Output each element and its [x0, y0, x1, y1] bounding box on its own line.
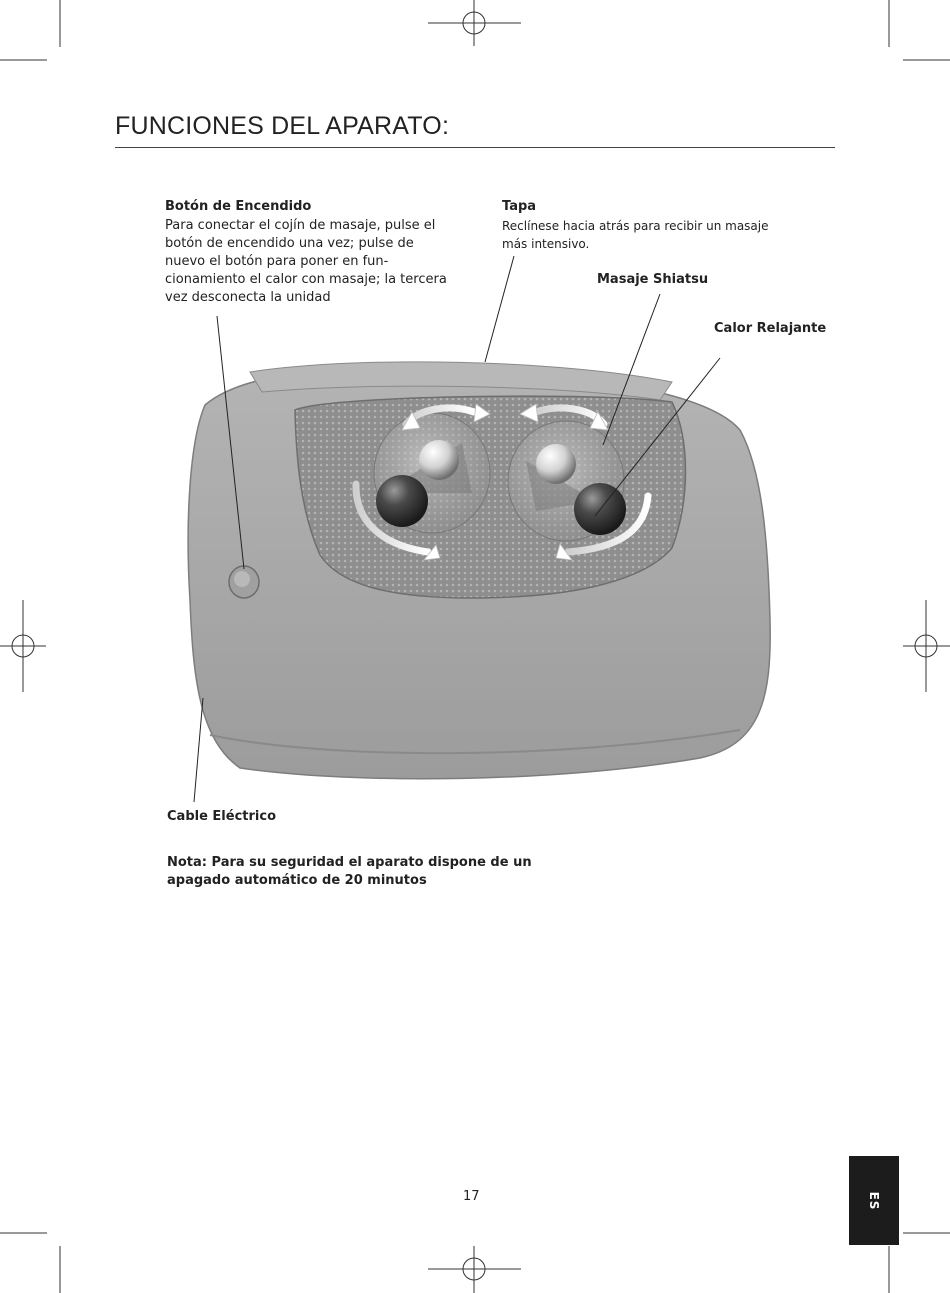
left-massage-node — [374, 413, 490, 533]
description-line: más intensivo. — [502, 237, 590, 251]
safety-note — [167, 854, 547, 890]
language-tab — [849, 1156, 899, 1245]
power-button-label: Botón de Encendido — [165, 199, 312, 214]
cover-label: Tapa — [502, 199, 537, 214]
page-title: FUNCIONES DEL APARATO: — [115, 112, 450, 140]
description-line: Reclínese hacia atrás para recibir un masaje — [502, 219, 769, 233]
note-line: Nota: Para su seguridad el aparato dispone de un — [167, 855, 532, 870]
shiatsu-label: Masaje Shiatsu — [597, 272, 709, 287]
description-line: vez desconecta la unidad — [165, 290, 331, 305]
description-line: Para conectar el cojín de masaje, pulse el — [165, 218, 436, 233]
page-number: 17 — [463, 1189, 480, 1204]
power-button-description — [165, 217, 455, 307]
cable-label: Cable Eléctrico — [167, 809, 276, 824]
heat-label: Calor Relajante — [714, 321, 827, 336]
note-line: apagado automático de 20 minutos — [167, 873, 427, 888]
power-button-icon — [229, 566, 259, 598]
language-tab-label: ES — [867, 1191, 881, 1210]
title-divider — [115, 147, 835, 148]
description-line: botón de encendido una vez; pulse de — [165, 236, 414, 251]
cover-description — [502, 217, 792, 253]
description-line: nuevo el botón para poner en fun- — [165, 254, 389, 269]
description-line: cionamiento el calor con masaje; la tercera — [165, 272, 447, 287]
